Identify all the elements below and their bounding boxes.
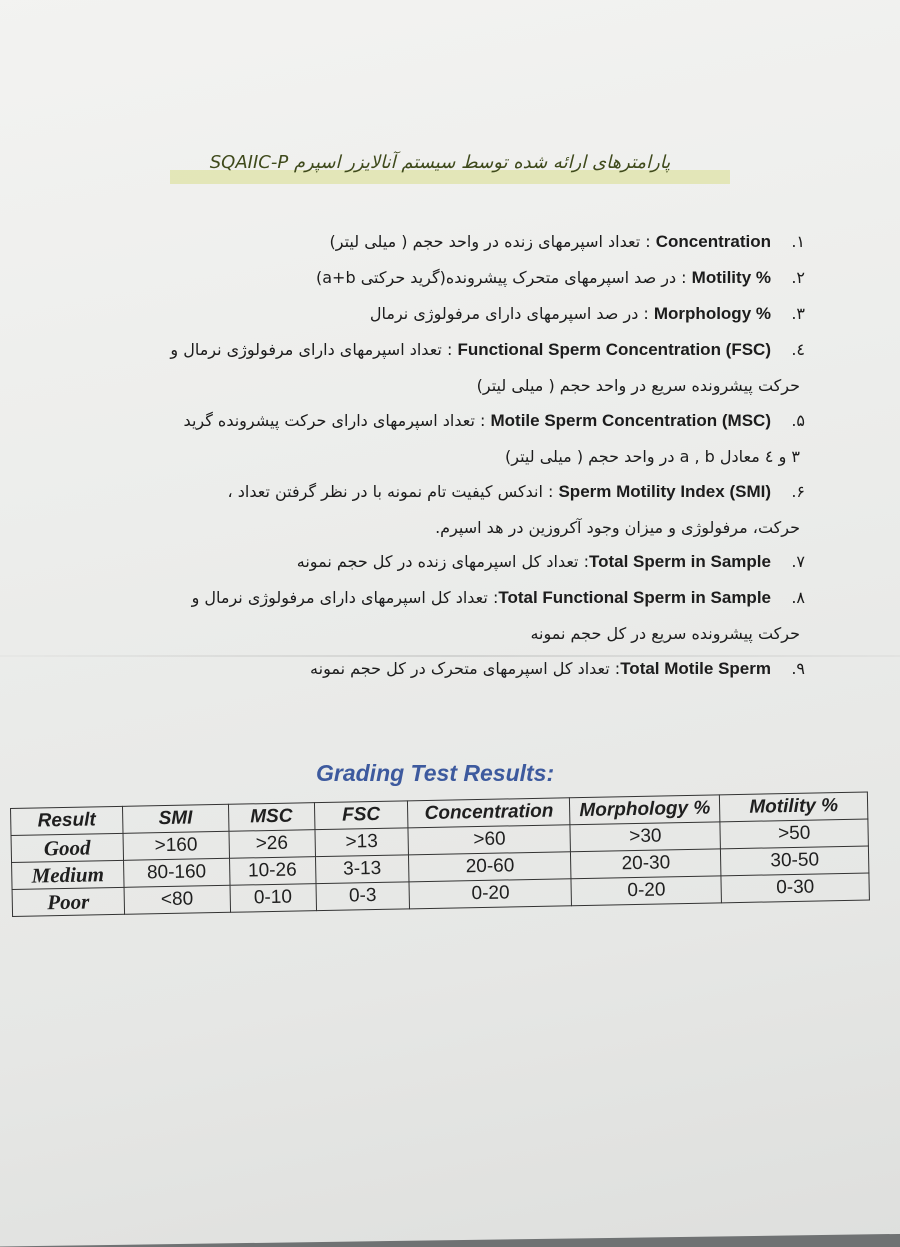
param-item-total-functional [192, 588, 805, 608]
table-cell: 20-30 [571, 849, 721, 879]
table-cell: >60 [408, 825, 570, 855]
param-term: Total Sperm in Sample [588, 552, 771, 571]
param-number: ۹. [791, 659, 805, 678]
row-label: Good [11, 833, 123, 862]
param-number: ۱. [791, 232, 805, 251]
param-term: Motile Sperm Concentration (MSC) [490, 411, 771, 430]
table-cell: 80-160 [123, 858, 229, 887]
param-number: ۷. [791, 552, 805, 571]
param-number: ۵. [791, 411, 805, 430]
param-continuation-msc: ۳ و ٤ معادل a , b در واحد حجم ( میلی لیتر) [505, 447, 800, 466]
header-motility: Motility % [720, 792, 868, 822]
param-description: : تعداد کل اسپرمهای متحرک در کل حجم نمونه [310, 659, 621, 678]
param-number: ۶. [791, 482, 805, 501]
header-msc: MSC [228, 803, 314, 832]
page-title: پارامترهای ارائه شده توسط سیستم آنالایزر اسپرم SQAIIC-P [209, 152, 671, 173]
param-item-morphology [370, 304, 805, 324]
param-description: : تعداد اسپرمهای زنده در واحد حجم ( میلی لیتر) [329, 232, 656, 251]
param-number: ۳. [791, 304, 805, 323]
param-description: : تعداد کل اسپرمهای دارای مرفولوژی نرمال و [191, 588, 499, 607]
param-description: : اندکس کیفیت تام نمونه با در نظر گرفتن تعداد ، [227, 482, 559, 501]
table-cell: 0-20 [409, 879, 571, 909]
param-description: : تعداد اسپرمهای دارای حرکت پیشرونده گرید [183, 411, 491, 430]
table-cell: 3-13 [315, 855, 409, 884]
param-term: Sperm Motility Index (SMI) [558, 482, 771, 501]
paper-fold-line [0, 655, 900, 657]
param-description: : در صد اسپرمهای متحرک پیشرونده(گرید حرکتی a+b) [316, 268, 692, 287]
param-item-total-sperm [297, 552, 805, 572]
param-item-msc [184, 411, 805, 431]
param-term: % Morphology [653, 304, 771, 323]
param-term: Total Functional Sperm in Sample [498, 588, 771, 607]
table-cell: 0-3 [316, 882, 410, 911]
table-cell: 0-20 [571, 876, 721, 906]
header-concentration: Concentration [408, 798, 570, 828]
row-label: Poor [12, 887, 124, 916]
table-cell: 0-10 [230, 884, 316, 913]
header-smi: SMI [122, 804, 228, 833]
param-number: ٤. [791, 340, 805, 359]
table-cell: >13 [315, 828, 409, 857]
param-continuation-total-functional: حرکت پیشرونده سریع در کل حجم نمونه [530, 624, 800, 643]
param-item-smi [228, 482, 805, 502]
table-cell: >50 [720, 819, 868, 849]
param-item-total-motile [310, 659, 805, 679]
param-number: ۲. [791, 268, 805, 287]
param-description: : در صد اسپرمهای دارای مرفولوژی نرمال [369, 304, 654, 323]
table-cell: >160 [123, 831, 229, 860]
grading-table [10, 792, 870, 917]
param-term: Concentration [655, 232, 771, 251]
table-cell: 30-50 [721, 846, 869, 876]
header-fsc: FSC [314, 801, 408, 830]
table-cell: >26 [229, 830, 315, 859]
param-description: : تعداد اسپرمهای دارای مرفولوژی نرمال و [170, 340, 458, 359]
table-cell: 10-26 [229, 857, 315, 886]
param-item-fsc [170, 340, 805, 360]
row-label: Medium [12, 860, 124, 889]
param-continuation-smi: حرکت، مرفولوژی و میزان وجود آکروزین در هد اسپرم. [435, 518, 800, 537]
grading-title: Grading Test Results: [316, 760, 555, 786]
header-result: Result [11, 806, 123, 835]
table-cell: 0-30 [721, 873, 869, 903]
table-cell: <80 [124, 885, 230, 914]
param-term: % Motility [691, 268, 771, 287]
param-description: : تعداد کل اسپرمهای زنده در کل حجم نمونه [296, 552, 589, 571]
header-morphology: Morphology % [570, 795, 720, 825]
param-item-concentration [330, 232, 806, 252]
param-term: Functional Sperm Concentration (FSC) [457, 340, 771, 359]
param-item-motility [316, 268, 805, 288]
table-cell: >30 [570, 822, 720, 852]
param-continuation-fsc: حرکت پیشرونده سریع در واحد حجم ( میلی لیتر) [476, 376, 800, 395]
param-number: ۸. [791, 588, 805, 607]
param-term: Total Motile Sperm [620, 659, 771, 678]
table-cell: 20-60 [409, 852, 571, 882]
